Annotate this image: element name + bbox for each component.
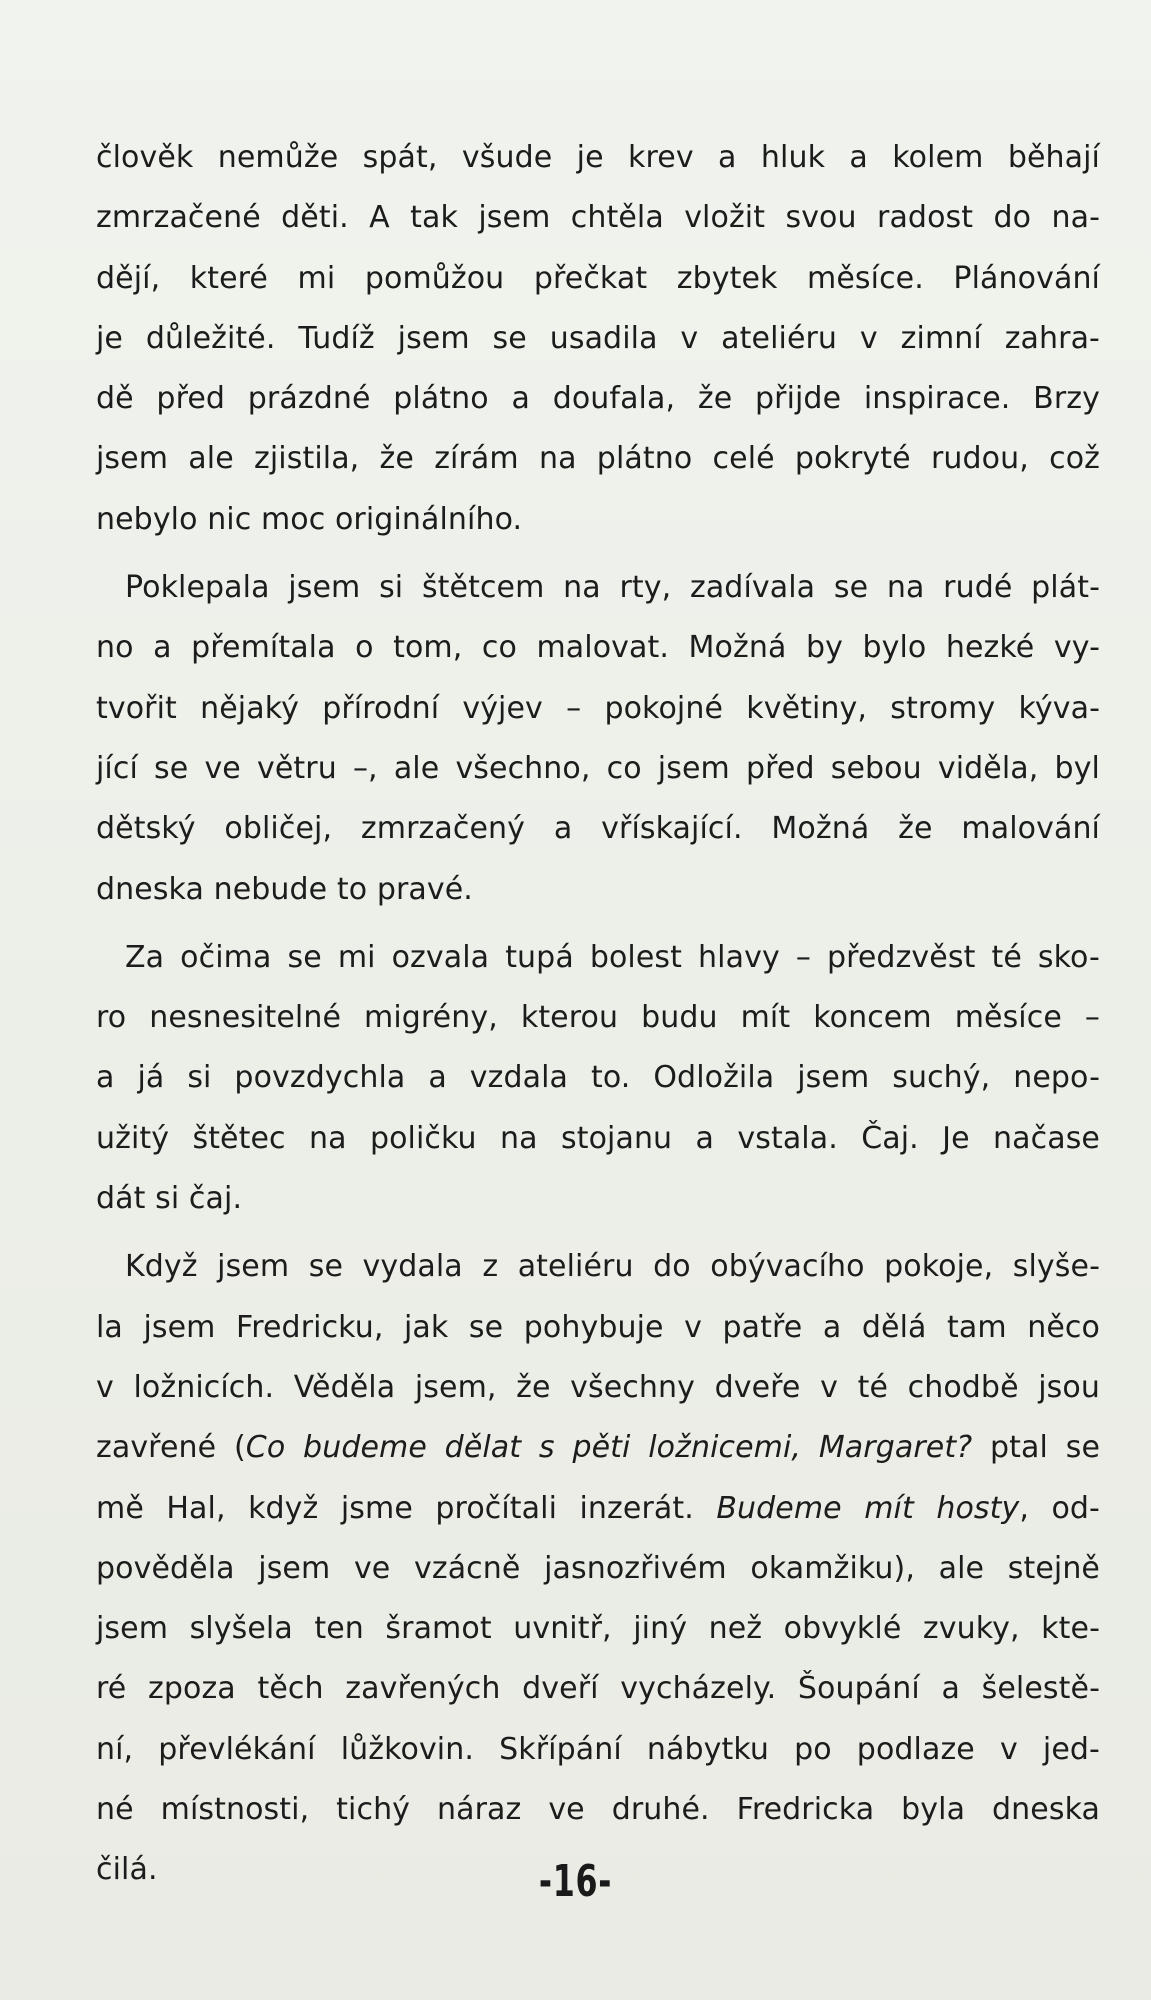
paragraph-2 [96,558,1100,920]
text-line: dě před prázdné plátno a doufala, že přijde inspirace. Brzy [96,381,1100,417]
paragraph-1 [96,128,1100,550]
text-line: dneska nebude to pravé. [96,871,473,907]
text-line: Když jsem se vydala z ateliéru do obývacího pokoje, slyše- [125,1249,1100,1285]
page-number: -16- [538,1856,613,1907]
paragraph-3 [96,928,1100,1229]
text-run: , od- [1019,1490,1100,1526]
text-line: Poklepala jsem si štětcem na rty, zadívala se na rudé plát- [125,570,1100,606]
body-text [96,128,1100,1901]
italic-text-run: Budeme mít hosty [716,1490,1020,1526]
text-line: ní, převlékání lůžkovin. Skřípání nábytku po podlaze v jed- [96,1731,1100,1767]
text-line: zmrzačené děti. A tak jsem chtěla vložit svou radost do na- [96,200,1100,236]
text-run: mě Hal, když jsme pročítali inzerát. [96,1490,717,1526]
text-line: dějí, které mi pomůžou přečkat zbytek měsíce. Plánování [96,260,1100,296]
text-line: čilá. [96,1852,158,1888]
text-run: zavřené ( [96,1430,246,1466]
text-run: ptal se [972,1430,1100,1466]
text-line: pověděla jsem ve vzácně jasnozřivém okamžiku), ale stejně [96,1550,1100,1586]
text-line: dětský obličej, zmrzačený a vřískající. Možná že malování [96,811,1100,847]
text-line: člověk nemůže spát, všude je krev a hluk a kolem běhají [96,140,1100,175]
text-line: a já si povzdychla a vzdala to. Odložila jsem suchý, nepo- [96,1060,1100,1096]
paragraph-4 [96,1237,1100,1900]
text-line [96,1479,1100,1539]
text-line: né místnosti, tichý náraz ve druhé. Fredricka byla dneska [96,1792,1100,1828]
text-line: dát si čaj. [96,1181,243,1217]
text-line [96,1418,1100,1478]
text-line: ré zpoza těch zavřených dveří vycházely. Šoupání a šelestě- [96,1671,1100,1707]
text-line: no a přemítala o tom, co malovat. Možná by bylo hezké vy- [96,630,1100,666]
text-line: ro nesnesitelné migrény, kterou budu mít koncem měsíce – [96,1000,1100,1036]
text-line: jsem ale zjistila, že zírám na plátno celé pokryté rudou, což [96,441,1100,477]
text-line: tvořit nějaký přírodní výjev – pokojné květiny, stromy kýva- [96,690,1100,726]
text-line: v ložnicích. Věděla jsem, že všechny dveře v té chodbě jsou [96,1369,1100,1405]
text-line: Za očima se mi ozvala tupá bolest hlavy – předzvěst té sko- [125,939,1100,975]
italic-text-run: Co budeme dělat s pěti ložnicemi, Margaret? [245,1430,973,1466]
text-line: je důležité. Tudíž jsem se usadila v ateliéru v zimní zahra- [96,320,1100,356]
text-line: jící se ve větru –, ale všechno, co jsem před sebou viděla, byl [96,750,1100,786]
text-line: jsem slyšela ten šramot uvnitř, jiný než obvyklé zvuky, kte- [96,1611,1100,1647]
text-line: la jsem Fredricku, jak se pohybuje v patře a dělá tam něco [96,1309,1100,1345]
text-line: užitý štětec na poličku na stojanu a vstala. Čaj. Je načase [96,1120,1100,1156]
text-line: nebylo nic moc originálního. [96,501,523,537]
